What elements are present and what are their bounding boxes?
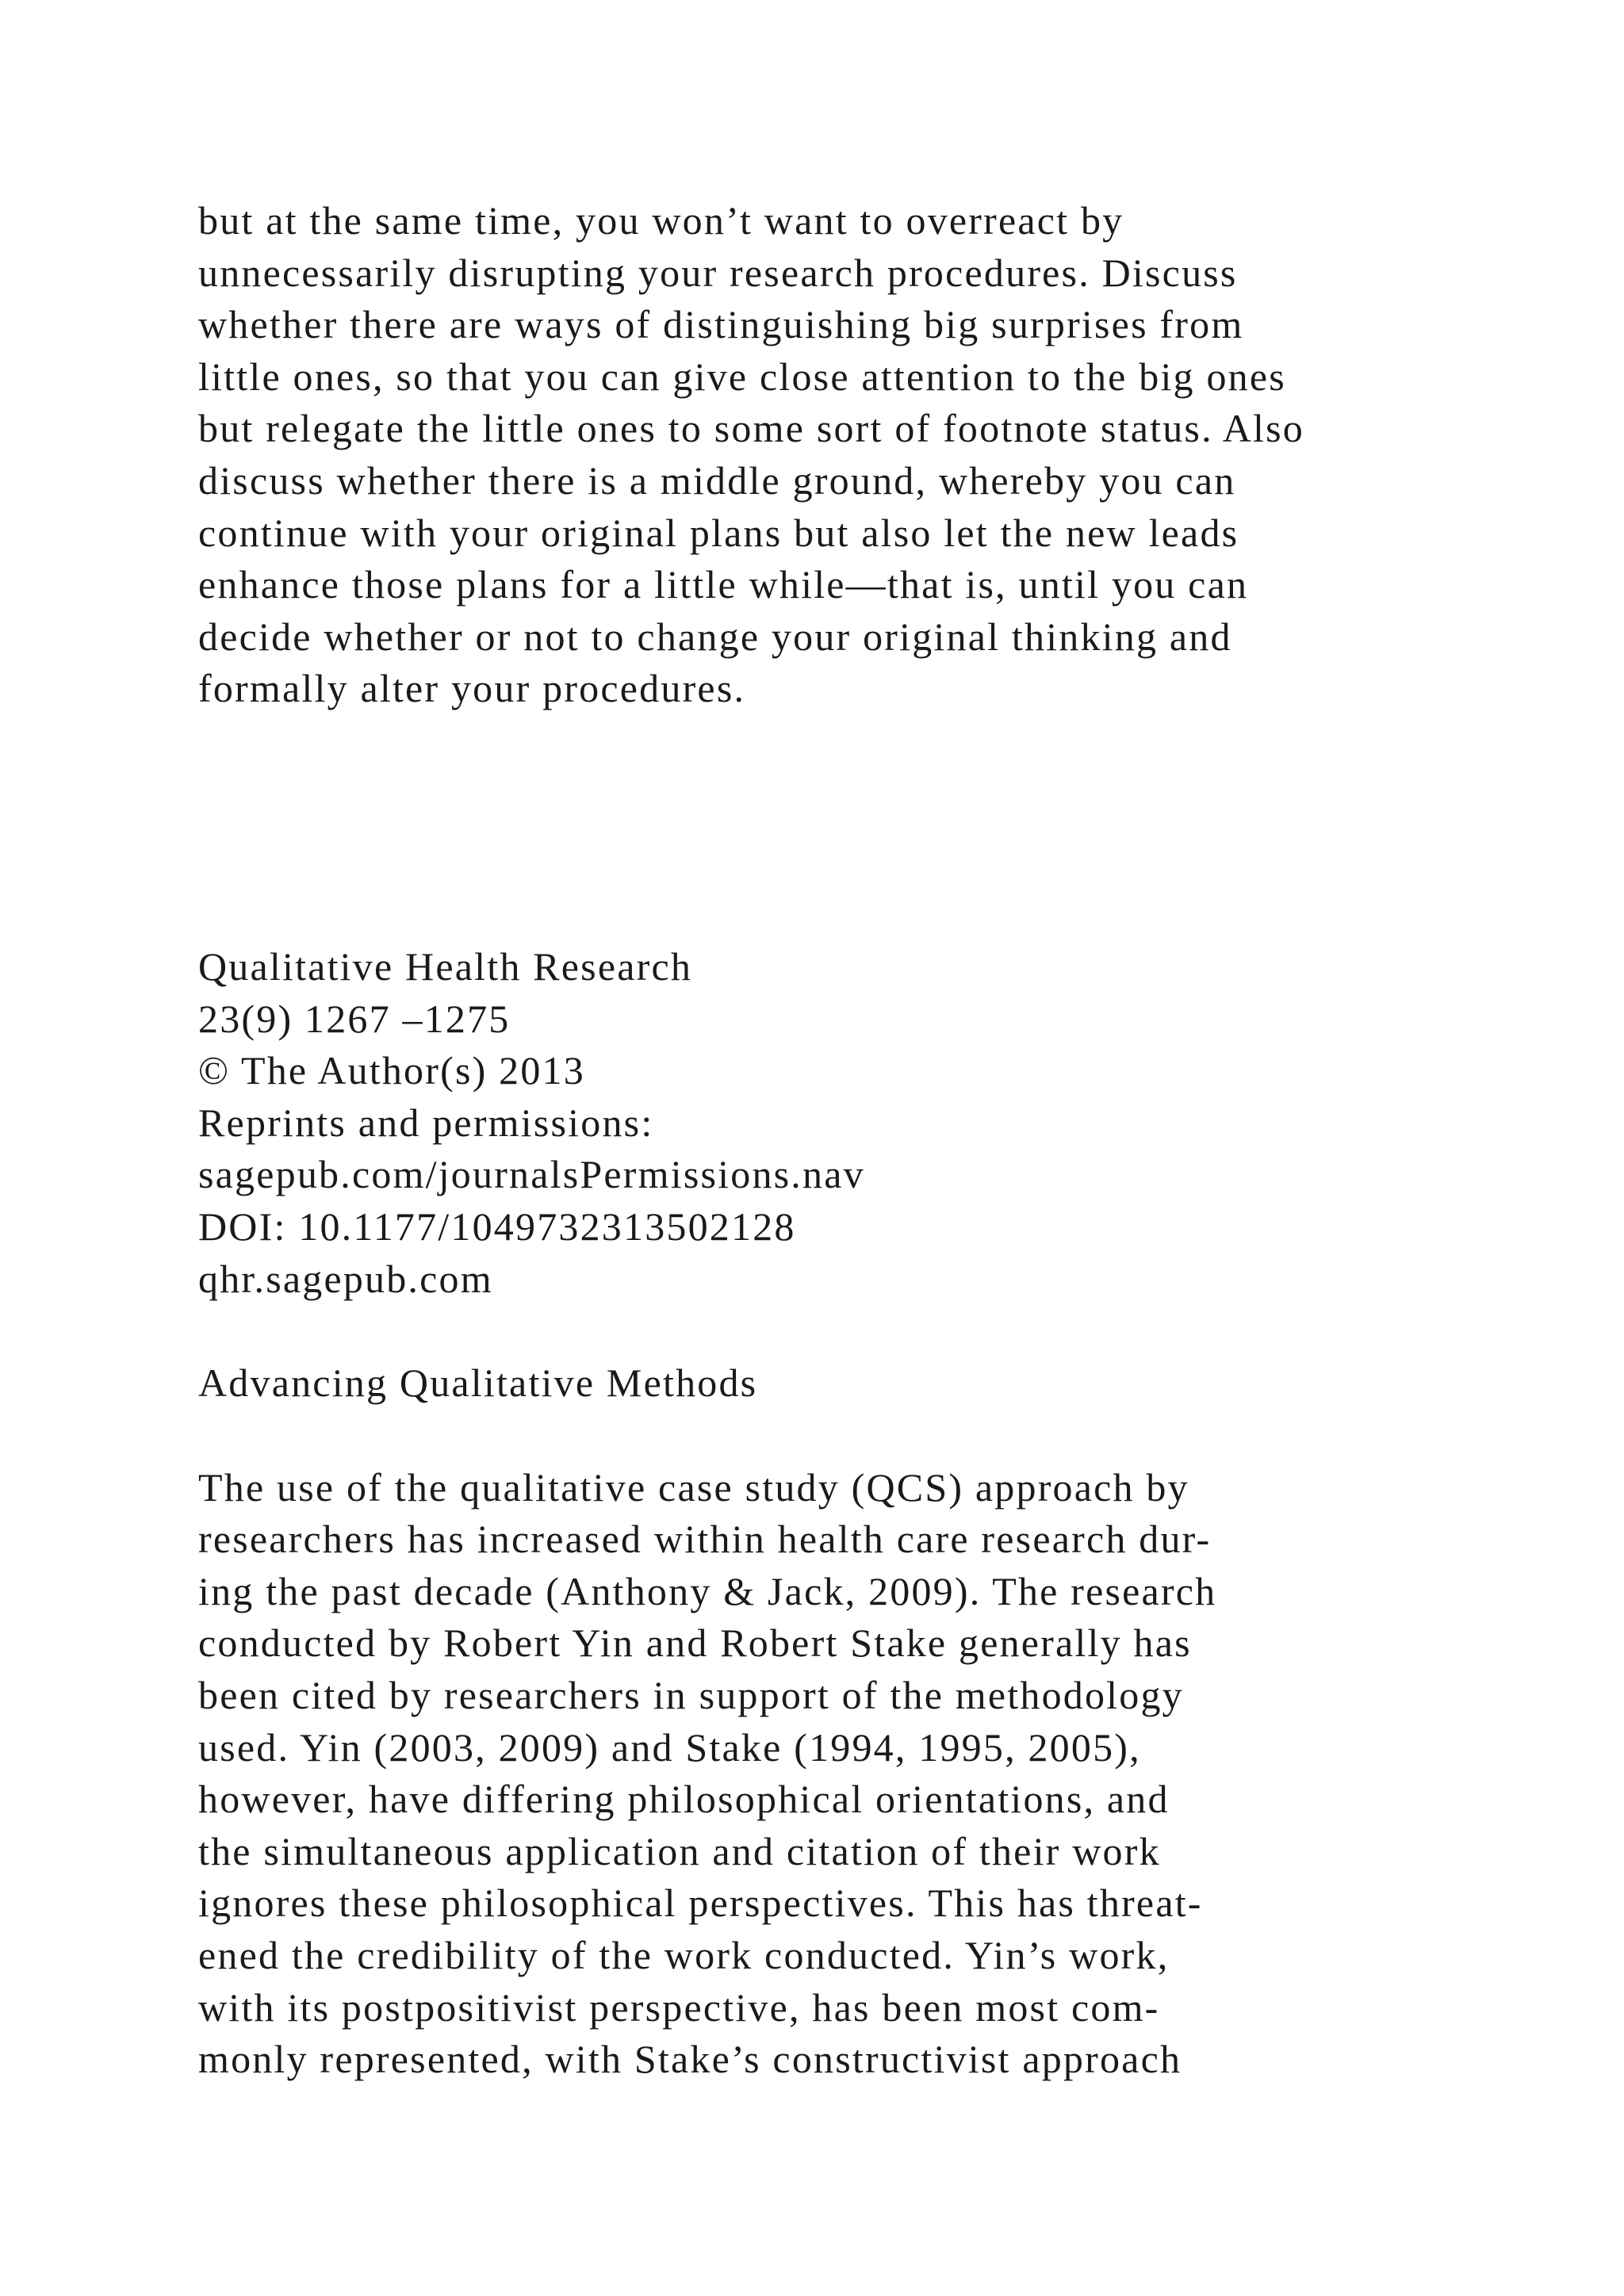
text-line: the simultaneous application and citation of their work (198, 1828, 1161, 1873)
text-line: enhance those plans for a little while—that is, until you can (198, 562, 1249, 607)
text-line: but relegate the little ones to some sort of footnote status. Also (198, 406, 1304, 451)
journal-metadata (198, 941, 1546, 1305)
text-line: formally alter your procedures. (198, 666, 746, 711)
text-line: with its postpositivist perspective, has been most com- (198, 1984, 1160, 2030)
text-line: decide whether or not to change your original thinking and (198, 614, 1232, 659)
document-page (198, 195, 1546, 2086)
reprints-label: Reprints and permissions: (198, 1100, 654, 1145)
text-line: whether there are ways of distinguishing big surprises from (198, 302, 1244, 347)
text-line: continue with your original plans but also let the new leads (198, 510, 1239, 555)
text-line: unnecessarily disrupting your research procedures. Discuss (198, 250, 1238, 295)
text-line: ened the credibility of the work conducted. Yin’s work, (198, 1933, 1170, 1978)
journal-name: Qualitative Health Research (198, 943, 693, 989)
journal-site: qhr.sagepub.com (198, 1256, 493, 1301)
text-line: ignores these philosophical perspectives. This has threat- (198, 1881, 1203, 1926)
text-line: monly represented, with Stake’s constructivist approach (198, 2037, 1182, 2082)
section-heading (198, 1357, 1546, 1410)
text-line: been cited by researchers in support of the methodology (198, 1673, 1184, 1718)
text-line: used. Yin (2003, 2009) and Stake (1994, 1995, 2005), (198, 1724, 1141, 1770)
body-paragraph (198, 1462, 1546, 2086)
intro-paragraph (198, 195, 1546, 715)
text-line: however, have differing philosophical orientations, and (198, 1777, 1170, 1822)
text-line: ing the past decade (Anthony & Jack, 2009). The research (198, 1568, 1217, 1613)
journal-volume-pages: 23(9) 1267 –1275 (198, 996, 511, 1041)
text-line: conducted by Robert Yin and Robert Stake generally has (198, 1621, 1192, 1666)
doi-line: DOI: 10.1177/1049732313502128 (198, 1203, 796, 1249)
text-line: discuss whether there is a middle ground, whereby you can (198, 457, 1236, 503)
text-line: researchers has increased within health care research dur- (198, 1517, 1212, 1562)
permissions-url: sagepub.com/journalsPermissions.nav (198, 1152, 865, 1197)
text-line: but at the same time, you won’t want to overreact by (198, 198, 1124, 243)
text-line: The use of the qualitative case study (QCS) approach by (198, 1464, 1189, 1510)
text-line: little ones, so that you can give close attention to the big ones (198, 354, 1286, 399)
copyright-line: © The Author(s) 2013 (198, 1048, 585, 1093)
section-title: Advancing Qualitative Methods (198, 1360, 758, 1406)
